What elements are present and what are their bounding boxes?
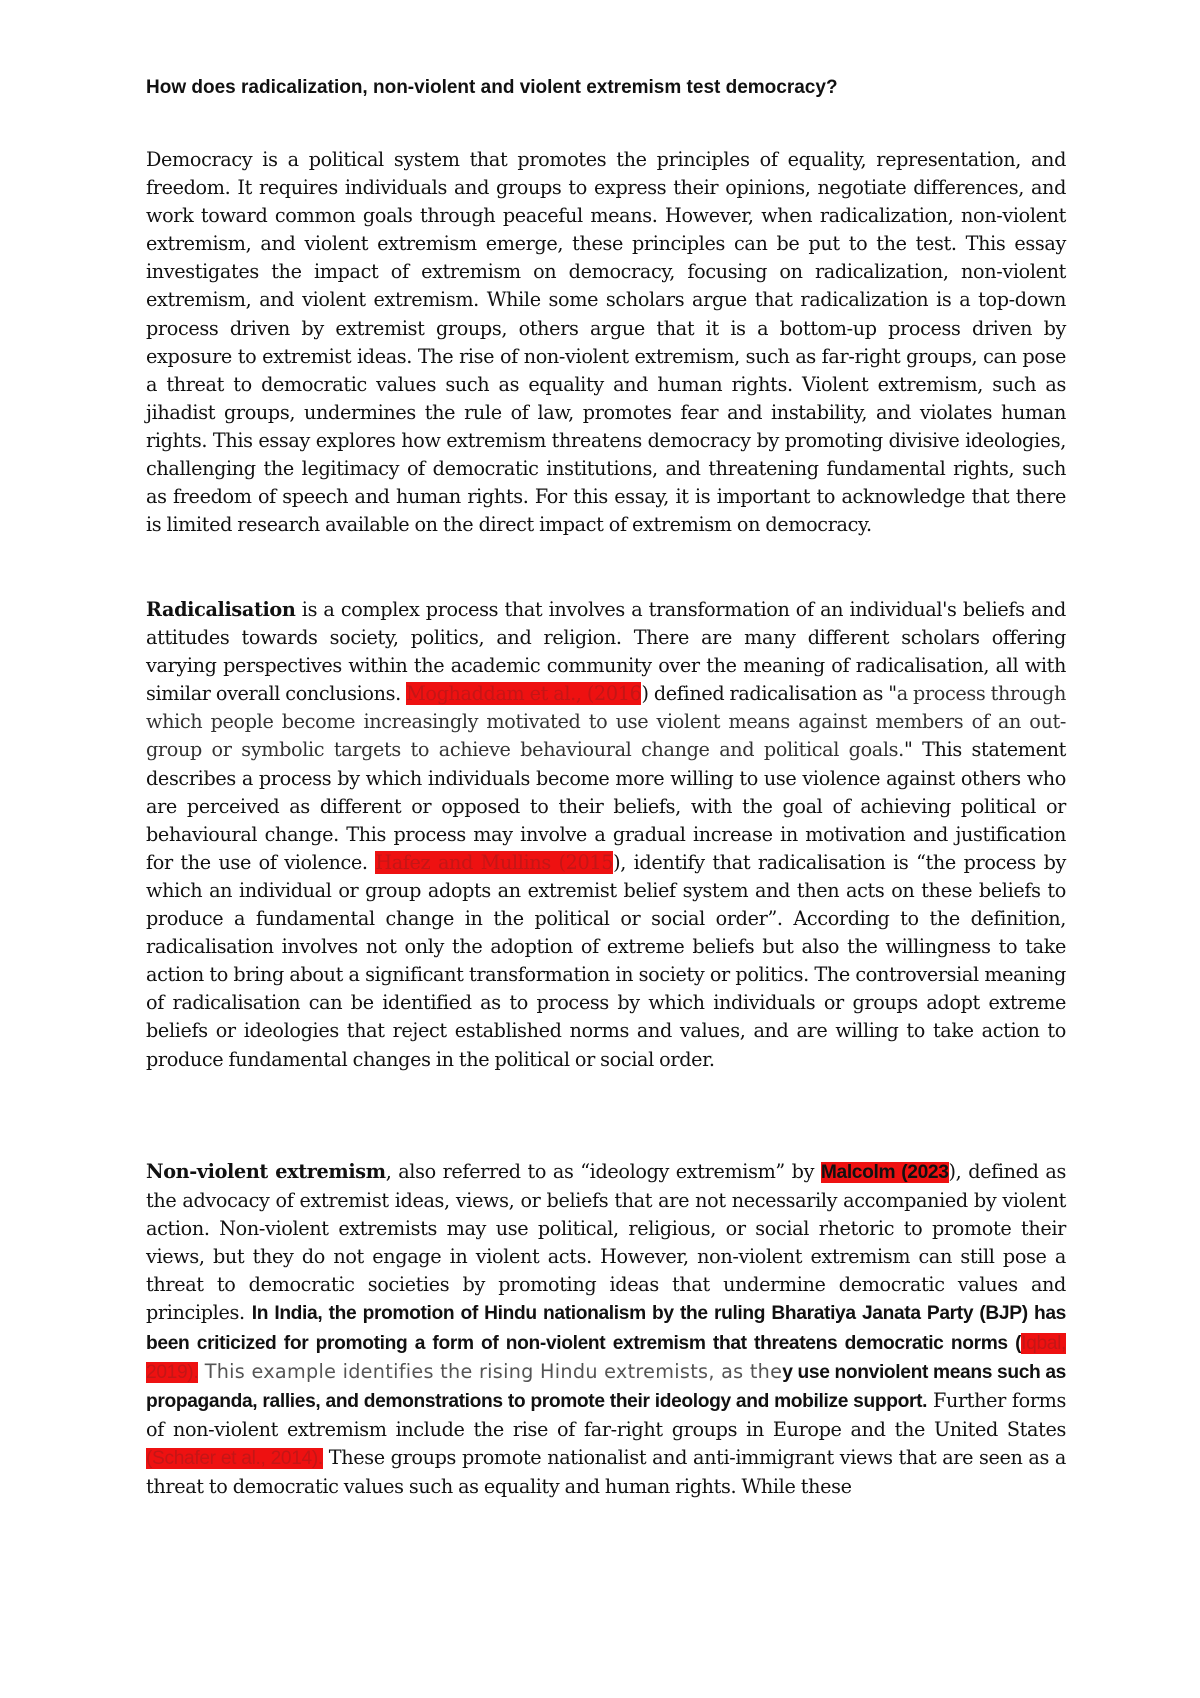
non-violent-text-4: These groups promote nationalist and anti-immigrant views that are seen as a threat to democratic values such as equality and human rights. While these <box>146 1445 1066 1499</box>
citation-hafez-mullins: Hafez and Mullins (2015 <box>375 850 614 874</box>
nonviolent-means-bold: y use nonviolent means such as propaganda, rallies, and demonstrations to promote their ideology and mobilize support. <box>146 1361 1066 1412</box>
hindu-extremists-grey-text: This example identifies the rising Hindu extremists, as the <box>198 1359 783 1383</box>
non-violent-text-1: , also referred to as “ideology extremism” by <box>385 1160 821 1183</box>
radicalisation-text-2: ) defined radicalisation as " <box>641 682 897 706</box>
radicalisation-text-1: is a complex process that involves a transformation of an individual's beliefs and attitudes towards society, politics, and religion. There are many different scholars offering varying perspectives within the academic community over the meaning of radicalisation, all with similar overall conclusions. <box>146 598 1066 706</box>
non-violent-extremism-paragraph <box>146 1158 1066 1501</box>
citation-moghaddam: Moghaddam et al., (2016 <box>406 682 642 706</box>
non-violent-text-2: ), defined as the advocacy of extremist ideas, views, or beliefs that are not necessarily accompanied by violent action. Non-violent extremists may use political, religious, or social rhetoric to promote their views, but they do not engage in violent acts. However, non-violent extremism can still pose a threat to democratic societies by promoting ideas that undermine democratic values and principles. <box>146 1160 1066 1325</box>
citation-iqbal: Iqbal, 2019). <box>146 1332 1066 1383</box>
non-violent-term: Non-violent extremism <box>146 1160 386 1183</box>
citation-schafer: (Schafer et al., 2014). <box>146 1447 323 1469</box>
non-violent-text-3: Further forms of non-violent extremism include the rise of far-right groups in Europe and the United States <box>146 1388 1066 1441</box>
radicalisation-quote: a process through which people become increasingly motivated to use violent means against members of an out-group or symbolic targets to achieve behavioural change and political goals. <box>146 682 1066 762</box>
citation-malcolm: Malcolm (2023 <box>820 1162 949 1183</box>
essay-title: How does radicalization, non-violent and violent extremism test democracy? <box>146 77 838 98</box>
intro-paragraph: Democracy is a political system that promotes the principles of equality, representation, and freedom. It requires individuals and groups to express their opinions, negotiate differences, and work toward common goals through peaceful means. However, when radicalization, non-violent extremism, and violent extremism emerge, these principles can be put to the test. This essay investigates the impact of extremism on democracy, focusing on radicalization, non-violent extremism, and violent extremism. While some scholars argue that radicalization is a top-down process driven by extremist groups, others argue that it is a bottom-up process driven by exposure to extremist ideas. The rise of non-violent extremism, such as far-right groups, can pose a threat to democratic values such as equality and human rights. Violent extremism, such as jihadist groups, undermines the rule of law, promotes fear and instability, and violates human rights. This essay explores how extremism threatens democracy by promoting divisive ideologies, challenging the legitimacy of democratic institutions, and threatening fundamental rights, such as freedom of speech and human rights. For this essay, it is important to acknowledge that there is limited research available on the direct impact of extremism on democracy. <box>146 148 1066 537</box>
radicalisation-paragraph <box>146 596 1066 1074</box>
radicalisation-term: Radicalisation <box>146 598 296 621</box>
india-example-bold: In India, the promotion of Hindu nationalism by the ruling Bharatiya Janata Party (BJP) has been criticized for promoting a form of non-violent extremism that threatens democratic norms ( <box>146 1303 1067 1354</box>
radicalisation-text-3: " This statement describes a process by which individuals become more willing to use violence against others who are perceived as different or opposed to their beliefs, with the goal of achieving political or behavioural change. This process may involve a gradual increase in motivation and justification for the use of violence. <box>146 738 1067 874</box>
radicalisation-text-4: ), identify that radicalisation is “the process by which an individual or group adopts an extremist belief system and then acts on these beliefs to produce a fundamental change in the political or social order”. According to the definition, radicalisation involves not only the adoption of extreme beliefs but also the willingness to take action to bring about a significant transformation in society or politics. The controversial meaning of radicalisation can be identified as to process by which individuals or groups adopt extreme beliefs or ideologies that reject established norms and values, and are willing to take action to produce fundamental changes in the political or social order. <box>146 850 1066 1071</box>
